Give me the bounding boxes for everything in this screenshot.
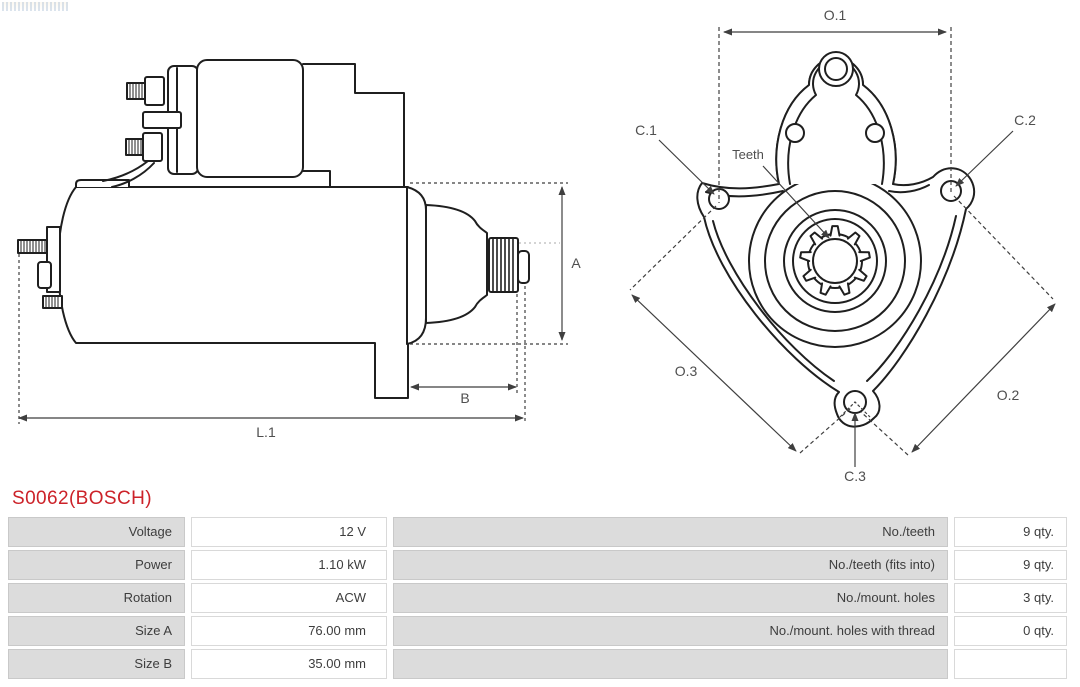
spec-label-cell: Rotation <box>8 583 185 613</box>
bell-hole-left <box>786 124 804 142</box>
spec-label-cell: No./mount. holes <box>393 583 948 613</box>
front-view <box>697 52 974 427</box>
spec-value-cell: 76.00 mm <box>191 616 387 646</box>
spec-value-cell: 1.10 kW <box>191 550 387 580</box>
side-view <box>18 60 529 398</box>
dim-label-b: B <box>460 390 470 406</box>
terminal-block <box>143 112 181 128</box>
spec-label-cell: No./teeth <box>393 517 948 547</box>
spec-label-cell: Power <box>8 550 185 580</box>
spec-label-cell: No./mount. holes with thread <box>393 616 948 646</box>
spec-label-cell: Size B <box>8 649 185 679</box>
terminal-nut-upper <box>145 77 164 105</box>
dim-line-o2 <box>912 304 1055 452</box>
gear-tooth <box>831 226 840 236</box>
leader-c2 <box>956 131 1013 186</box>
spec-label-cell: No./teeth (fits into) <box>393 550 948 580</box>
dim-label-o1: O.1 <box>823 7 847 23</box>
label-teeth: Teeth <box>732 147 764 162</box>
leader-c1 <box>659 140 714 194</box>
dim-label-c2: C.2 <box>1014 112 1036 128</box>
terminal-nut-lower <box>143 133 162 161</box>
gear-bore <box>813 239 857 283</box>
spec-table <box>8 517 1067 679</box>
spec-label-cell <box>393 649 948 679</box>
spec-value-cell: 9 qty. <box>954 517 1067 547</box>
spec-value-cell <box>954 649 1067 679</box>
dim-label-a: A <box>571 255 581 271</box>
spec-value-cell: 0 qty. <box>954 616 1067 646</box>
bell-hole-top <box>825 58 847 80</box>
spec-value-cell: ACW <box>191 583 387 613</box>
bell-hole-right <box>866 124 884 142</box>
spec-label-cell: Voltage <box>8 517 185 547</box>
shaft-tip <box>518 251 529 283</box>
housing-step <box>303 171 330 187</box>
spec-value-cell: 3 qty. <box>954 583 1067 613</box>
flange-lip <box>407 187 426 344</box>
solenoid-body <box>197 60 303 177</box>
motor-body <box>58 187 408 398</box>
rear-block <box>38 262 51 288</box>
spec-label-cell: Size A <box>8 616 185 646</box>
dim-label-l1: L.1 <box>256 424 276 440</box>
spec-value-cell: 9 qty. <box>954 550 1067 580</box>
part-number-title: S0062(BOSCH) <box>12 488 152 509</box>
spec-value-cell: 35.00 mm <box>191 649 387 679</box>
housing-neck <box>303 64 404 187</box>
nose-cone <box>426 205 487 323</box>
dim-label-c3: C.3 <box>844 468 866 484</box>
spec-value-cell: 12 V <box>191 517 387 547</box>
dim-label-o2: O.2 <box>996 387 1020 403</box>
dim-label-o3: O.3 <box>674 363 698 379</box>
dim-label-c1: C.1 <box>635 122 657 138</box>
